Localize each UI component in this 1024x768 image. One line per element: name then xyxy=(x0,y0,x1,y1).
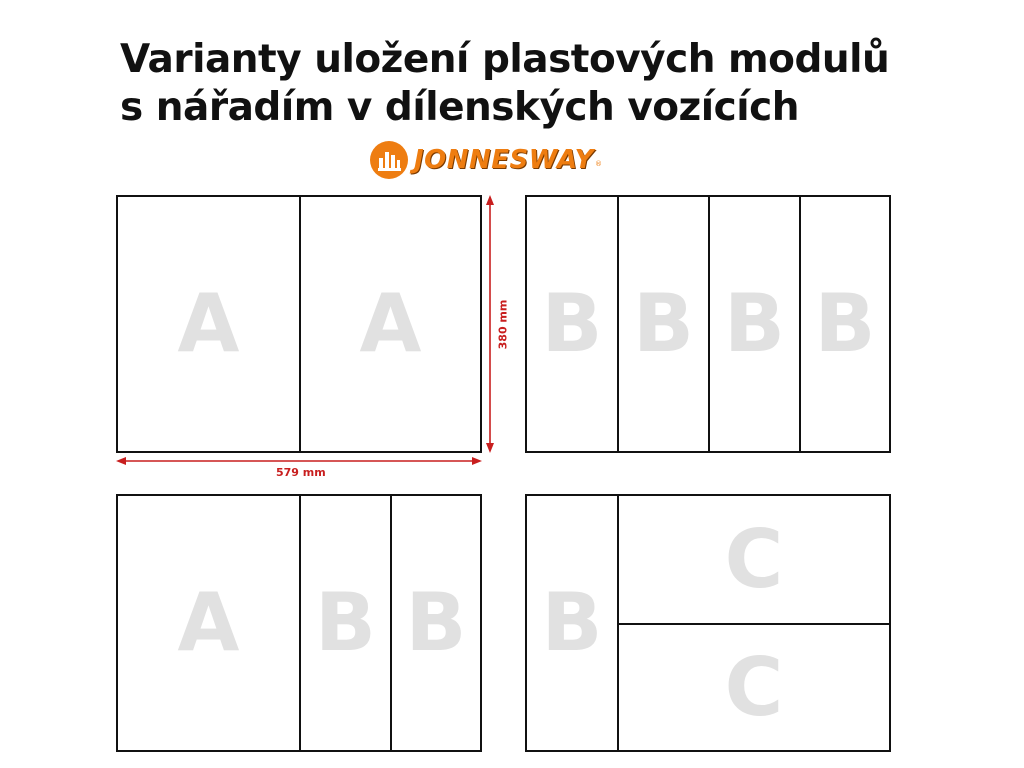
module-label: B xyxy=(541,576,603,669)
title-line-1: Varianty uložení plastových modulů xyxy=(120,37,890,82)
module-label: B xyxy=(724,277,785,370)
width-arrow-left xyxy=(116,457,126,465)
width-arrow-right xyxy=(472,457,482,465)
height-arrow-top xyxy=(486,195,494,205)
height-dimension-label: 380 mm xyxy=(496,299,510,350)
module-label: C xyxy=(724,512,784,606)
module-label: C xyxy=(724,640,784,734)
module-label: B xyxy=(315,576,376,669)
registered-mark: ® xyxy=(595,160,602,168)
module-label: B xyxy=(541,277,603,370)
module-label: A xyxy=(177,277,240,370)
module-label: B xyxy=(405,576,467,669)
module-label: A xyxy=(177,576,240,669)
logo-text: JONNESWAY xyxy=(414,145,594,175)
module-label: B xyxy=(814,277,876,370)
width-dimension-label: 579 mm xyxy=(276,466,326,479)
title-line-2: s nářadím v dílenských vozících xyxy=(120,85,799,130)
module-label: B xyxy=(633,277,694,370)
module-label: A xyxy=(359,277,422,370)
height-arrow-bottom xyxy=(486,443,494,453)
